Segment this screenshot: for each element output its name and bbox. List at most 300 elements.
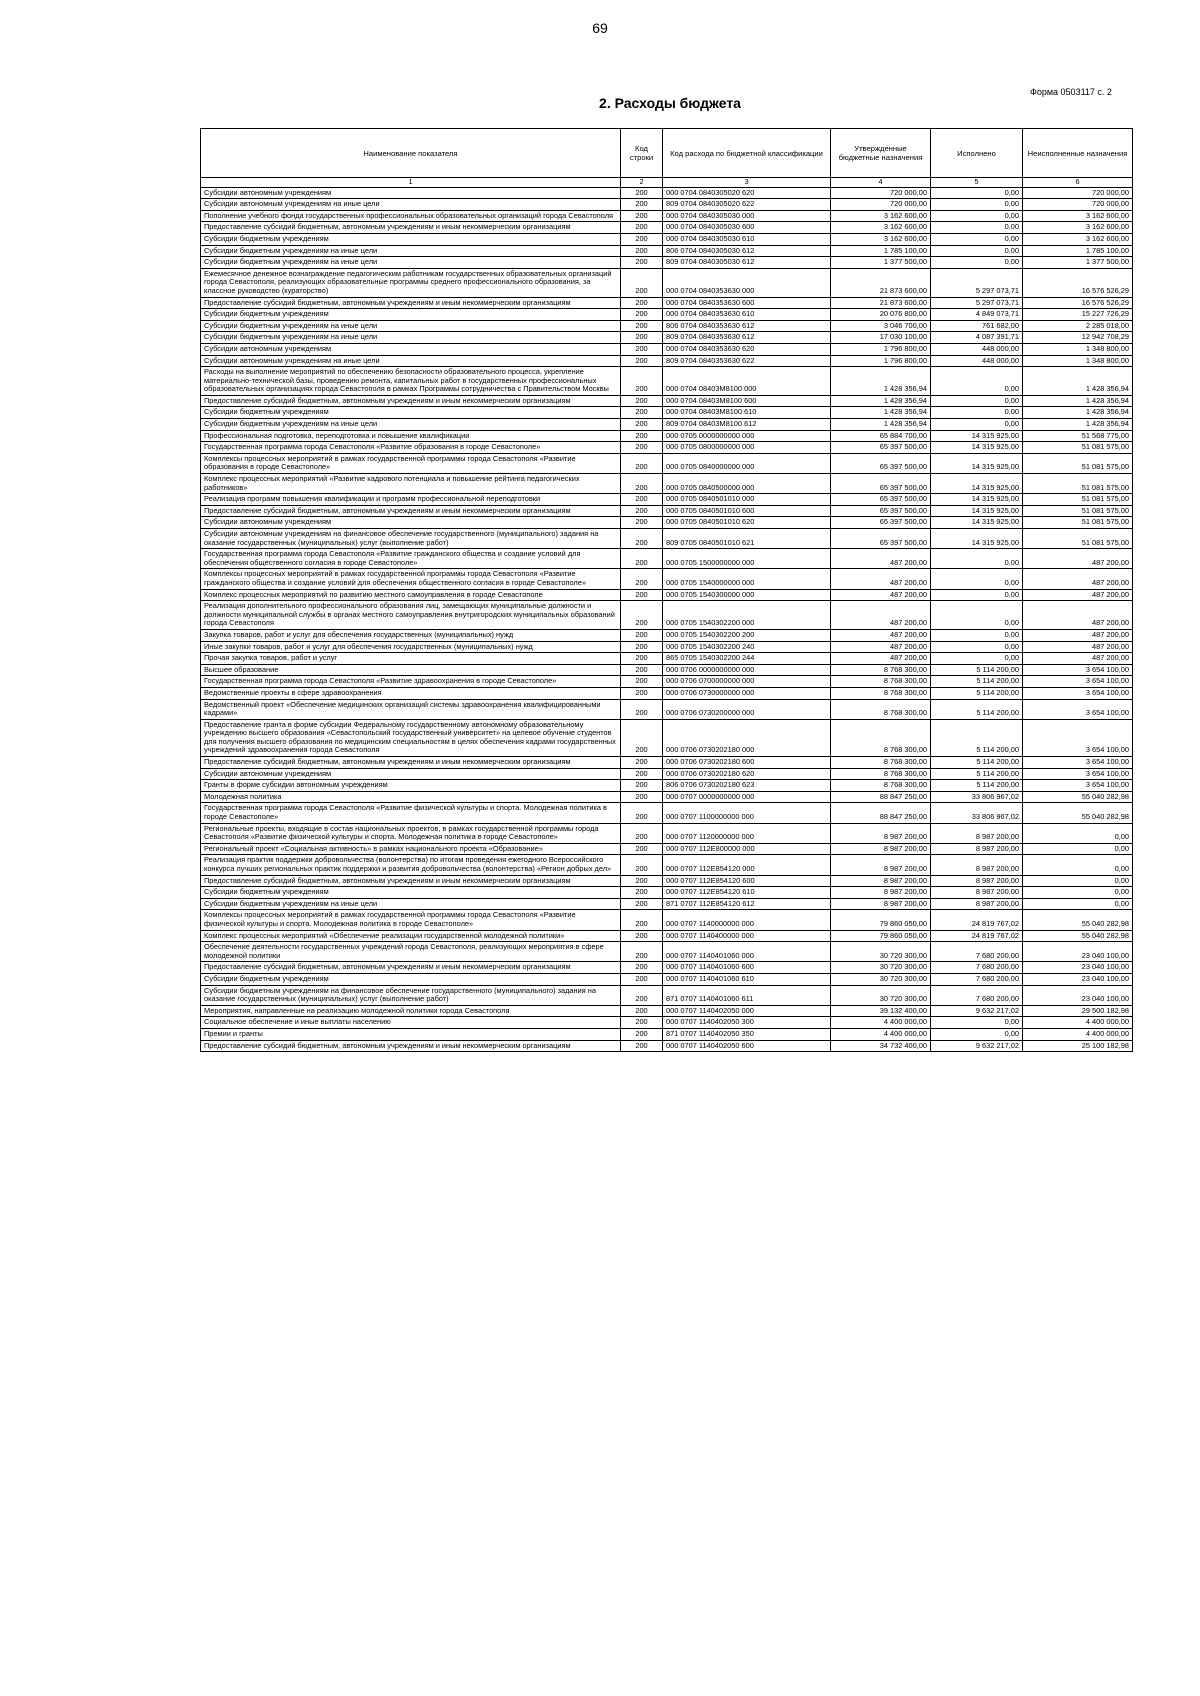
cell-row-code: 200 (621, 210, 663, 222)
cell-approved: 3 162 600,00 (831, 210, 931, 222)
cell-executed: 14 315 925,00 (931, 474, 1023, 494)
table-row (201, 768, 1133, 780)
cell-executed: 33 806 967,02 (931, 803, 1023, 823)
cell-expense-code: 000 0707 1140000000 000 (663, 910, 831, 930)
cell-indicator-name: Государственная программа города Севастополя «Развитие гражданского общества и создание условий для обеспечения общественного согласия в городе Севастополе» (201, 549, 621, 569)
cell-row-code: 200 (621, 930, 663, 942)
cell-expense-code: 000 0704 0840353630 610 (663, 309, 831, 321)
cell-expense-code: 000 0705 0840000000 000 (663, 453, 831, 473)
table-header-row (201, 129, 1133, 178)
cell-indicator-name: Субсидии автономным учреждениям (201, 187, 621, 199)
cell-indicator-name: Ежемесячное денежное вознаграждение педагогическим работникам государственных образовательных организаций города Севастополя, реализующих образовательные программы среднего профессионального образования, за классное руководство (кураторство) (201, 268, 621, 297)
cell-unexecuted: 4 400 000,00 (1023, 1017, 1133, 1029)
column-index: 3 (663, 178, 831, 188)
cell-row-code: 200 (621, 601, 663, 630)
cell-approved: 8 768 300,00 (831, 687, 931, 699)
cell-approved: 720 000,00 (831, 199, 931, 211)
cell-unexecuted: 1 377 500,00 (1023, 257, 1133, 269)
cell-approved: 3 046 700,00 (831, 320, 931, 332)
cell-expense-code: 000 0707 112E854120 000 (663, 855, 831, 875)
cell-executed: 8 987 200,00 (931, 823, 1023, 843)
cell-unexecuted: 1 785 100,00 (1023, 245, 1133, 257)
cell-indicator-name: Иные закупки товаров, работ и услуг для обеспечения государственных (муниципальных) нужд (201, 641, 621, 653)
cell-indicator-name: Комплексы процессных мероприятий в рамках государственной программы города Севастополя «Развитие образования в городе Севастополе» (201, 453, 621, 473)
table-row (201, 855, 1133, 875)
cell-row-code: 200 (621, 474, 663, 494)
cell-row-code: 200 (621, 1017, 663, 1029)
table-row (201, 343, 1133, 355)
cell-executed: 0,00 (931, 653, 1023, 665)
cell-executed: 8 987 200,00 (931, 898, 1023, 910)
cell-row-code: 200 (621, 653, 663, 665)
cell-row-code: 200 (621, 355, 663, 367)
cell-approved: 3 162 600,00 (831, 222, 931, 234)
cell-approved: 34 732 400,00 (831, 1040, 931, 1052)
cell-unexecuted: 0,00 (1023, 843, 1133, 855)
cell-executed: 5 297 073,71 (931, 268, 1023, 297)
cell-expense-code: 000 0704 0840353630 000 (663, 268, 831, 297)
cell-unexecuted: 0,00 (1023, 823, 1133, 843)
cell-unexecuted: 1 348 800,00 (1023, 343, 1133, 355)
cell-indicator-name: Субсидии бюджетным учреждениям на финансовое обеспечение государственного (муниципального) задания на оказание государственных (муниципальных) услуг (выполнение работ) (201, 985, 621, 1005)
table-row (201, 187, 1133, 199)
table-row (201, 395, 1133, 407)
cell-expense-code: 000 0706 0730202180 620 (663, 768, 831, 780)
table-row (201, 843, 1133, 855)
cell-approved: 487 200,00 (831, 549, 931, 569)
cell-indicator-name: Субсидии автономным учреждениям на иные цели (201, 199, 621, 211)
cell-approved: 8 768 300,00 (831, 664, 931, 676)
cell-approved: 8 768 300,00 (831, 719, 931, 756)
cell-executed: 14 315 925,00 (931, 529, 1023, 549)
cell-row-code: 200 (621, 222, 663, 234)
cell-unexecuted: 23 040 100,00 (1023, 942, 1133, 962)
cell-executed: 8 987 200,00 (931, 855, 1023, 875)
cell-expense-code: 000 0707 1140402050 300 (663, 1017, 831, 1029)
cell-indicator-name: Субсидии бюджетным учреждениям (201, 407, 621, 419)
cell-indicator-name: Пополнение учебного фонда государственных профессиональных образовательных организаций города Севастополя (201, 210, 621, 222)
cell-approved: 65 397 500,00 (831, 529, 931, 549)
table-row (201, 222, 1133, 234)
cell-unexecuted: 29 500 182,98 (1023, 1005, 1133, 1017)
header-executed: Исполнено (931, 129, 1023, 178)
table-row (201, 453, 1133, 473)
cell-approved: 8 768 300,00 (831, 780, 931, 792)
cell-expense-code: 000 0704 0840353630 600 (663, 297, 831, 309)
column-index: 6 (1023, 178, 1133, 188)
cell-executed: 5 114 200,00 (931, 719, 1023, 756)
cell-approved: 30 720 300,00 (831, 942, 931, 962)
cell-unexecuted: 2 285 018,00 (1023, 320, 1133, 332)
cell-expense-code: 000 0707 112E854120 610 (663, 887, 831, 899)
cell-executed: 14 315 925,00 (931, 430, 1023, 442)
cell-executed: 0,00 (931, 589, 1023, 601)
cell-executed: 24 819 767,02 (931, 930, 1023, 942)
cell-approved: 487 200,00 (831, 641, 931, 653)
cell-indicator-name: Премии и гранты (201, 1028, 621, 1040)
cell-row-code: 200 (621, 430, 663, 442)
cell-row-code: 200 (621, 569, 663, 589)
cell-executed: 0,00 (931, 407, 1023, 419)
cell-unexecuted: 3 162 600,00 (1023, 210, 1133, 222)
table-row (201, 569, 1133, 589)
table-row (201, 332, 1133, 344)
cell-indicator-name: Государственная программа города Севастополя «Развитие здравоохранения в городе Севастополе» (201, 676, 621, 688)
cell-row-code: 200 (621, 589, 663, 601)
table-row (201, 1040, 1133, 1052)
table-row (201, 653, 1133, 665)
cell-unexecuted: 23 040 100,00 (1023, 973, 1133, 985)
cell-row-code: 200 (621, 843, 663, 855)
cell-executed: 5 297 073,71 (931, 297, 1023, 309)
cell-row-code: 200 (621, 407, 663, 419)
column-index-row (201, 178, 1133, 188)
table-row (201, 719, 1133, 756)
cell-expense-code: 000 0704 08403М8100 610 (663, 407, 831, 419)
cell-expense-code: 809 0704 0840353630 622 (663, 355, 831, 367)
cell-executed: 0,00 (931, 629, 1023, 641)
cell-executed: 0,00 (931, 549, 1023, 569)
cell-executed: 14 315 925,00 (931, 494, 1023, 506)
column-index: 4 (831, 178, 931, 188)
table-row (201, 962, 1133, 974)
cell-unexecuted: 3 654 100,00 (1023, 768, 1133, 780)
table-row (201, 210, 1133, 222)
cell-row-code: 200 (621, 962, 663, 974)
cell-expense-code: 000 0704 0840305030 600 (663, 222, 831, 234)
cell-row-code: 200 (621, 887, 663, 899)
cell-unexecuted: 1 428 356,94 (1023, 367, 1133, 396)
cell-expense-code: 000 0704 0840353630 620 (663, 343, 831, 355)
table-row (201, 601, 1133, 630)
cell-unexecuted: 15 227 726,29 (1023, 309, 1133, 321)
cell-approved: 79 860 050,00 (831, 930, 931, 942)
cell-indicator-name: Обеспечение деятельности государственных учреждений города Севастополя, реализующих мероприятия в сфере молодежной политики (201, 942, 621, 962)
cell-row-code: 200 (621, 910, 663, 930)
column-index: 2 (621, 178, 663, 188)
cell-unexecuted: 51 081 575,00 (1023, 529, 1133, 549)
cell-unexecuted: 51 081 575,00 (1023, 517, 1133, 529)
cell-approved: 65 397 500,00 (831, 442, 931, 454)
table-row (201, 430, 1133, 442)
table-row (201, 297, 1133, 309)
cell-approved: 65 397 500,00 (831, 505, 931, 517)
cell-executed: 0,00 (931, 1017, 1023, 1029)
cell-expense-code: 000 0705 1540302200 240 (663, 641, 831, 653)
cell-row-code: 200 (621, 517, 663, 529)
cell-row-code: 200 (621, 257, 663, 269)
cell-executed: 0,00 (931, 210, 1023, 222)
cell-executed: 0,00 (931, 367, 1023, 396)
table-row (201, 930, 1133, 942)
cell-unexecuted: 1 428 356,94 (1023, 407, 1133, 419)
cell-unexecuted: 3 654 100,00 (1023, 757, 1133, 769)
cell-unexecuted: 51 568 775,00 (1023, 430, 1133, 442)
cell-indicator-name: Предоставление субсидий бюджетным, автономным учреждениям и иным некоммерческим организациям (201, 505, 621, 517)
cell-executed: 5 114 200,00 (931, 687, 1023, 699)
cell-executed: 24 819 767,02 (931, 910, 1023, 930)
cell-unexecuted: 1 428 356,94 (1023, 395, 1133, 407)
cell-expense-code: 809 0704 08403М8100 612 (663, 419, 831, 431)
cell-expense-code: 000 0706 0730200000 000 (663, 699, 831, 719)
header-row-code: Код строки (621, 129, 663, 178)
cell-indicator-name: Региональный проект «Социальная активность» в рамках национального проекта «Образование» (201, 843, 621, 855)
cell-executed: 5 114 200,00 (931, 768, 1023, 780)
cell-executed: 0,00 (931, 199, 1023, 211)
cell-executed: 8 987 200,00 (931, 887, 1023, 899)
cell-indicator-name: Субсидии бюджетным учреждениям (201, 887, 621, 899)
cell-approved: 1 796 800,00 (831, 355, 931, 367)
cell-expense-code: 000 0704 0840305030 610 (663, 233, 831, 245)
cell-approved: 30 720 300,00 (831, 973, 931, 985)
cell-unexecuted: 55 040 282,98 (1023, 930, 1133, 942)
cell-expense-code: 000 0705 0800000000 000 (663, 442, 831, 454)
cell-approved: 1 428 356,94 (831, 395, 931, 407)
cell-unexecuted: 0,00 (1023, 855, 1133, 875)
cell-row-code: 200 (621, 332, 663, 344)
cell-row-code: 200 (621, 823, 663, 843)
cell-expense-code: 809 0704 0840353630 612 (663, 332, 831, 344)
table-row (201, 898, 1133, 910)
cell-executed: 0,00 (931, 569, 1023, 589)
cell-row-code: 200 (621, 187, 663, 199)
cell-executed: 7 680 200,00 (931, 962, 1023, 974)
table-row (201, 407, 1133, 419)
cell-expense-code: 000 0707 1140401060 600 (663, 962, 831, 974)
table-body (201, 187, 1133, 1052)
cell-approved: 79 860 050,00 (831, 910, 931, 930)
cell-expense-code: 000 0705 1540302200 000 (663, 601, 831, 630)
table-row (201, 494, 1133, 506)
cell-approved: 65 397 500,00 (831, 474, 931, 494)
cell-indicator-name: Предоставление субсидий бюджетным, автономным учреждениям и иным некоммерческим организациям (201, 395, 621, 407)
cell-row-code: 200 (621, 199, 663, 211)
cell-indicator-name: Предоставление гранта в форме субсидии Федеральному государственному автономному образовательному учреждению высшего образования «Севастопольский государственный университет» на целевое обучение студентов для получения высшего образования по медицинским специальностям в целях обеспечения кадрами государственных учреждений здравоохранения города Севастополя (201, 719, 621, 756)
cell-unexecuted: 3 162 600,00 (1023, 233, 1133, 245)
cell-unexecuted: 1 348 800,00 (1023, 355, 1133, 367)
cell-unexecuted: 487 200,00 (1023, 569, 1133, 589)
cell-expense-code: 809 0705 0840501010 621 (663, 529, 831, 549)
cell-unexecuted: 487 200,00 (1023, 629, 1133, 641)
cell-indicator-name: Предоставление субсидий бюджетным, автономным учреждениям и иным некоммерческим организациям (201, 757, 621, 769)
cell-approved: 88 847 250,00 (831, 803, 931, 823)
cell-unexecuted: 16 576 526,29 (1023, 268, 1133, 297)
table-row (201, 780, 1133, 792)
table-row (201, 942, 1133, 962)
cell-indicator-name: Субсидии автономным учреждениям на иные цели (201, 355, 621, 367)
cell-approved: 8 987 200,00 (831, 855, 931, 875)
cell-expense-code: 000 0706 0700000000 000 (663, 676, 831, 688)
cell-executed: 5 114 200,00 (931, 676, 1023, 688)
cell-row-code: 200 (621, 505, 663, 517)
cell-indicator-name: Субсидии бюджетным учреждениям на иные цели (201, 419, 621, 431)
cell-unexecuted: 55 040 282,98 (1023, 791, 1133, 803)
column-index: 5 (931, 178, 1023, 188)
table-row (201, 529, 1133, 549)
cell-indicator-name: Ведомственные проекты в сфере здравоохранения (201, 687, 621, 699)
form-code: Форма 0503117 с. 2 (1030, 87, 1112, 97)
cell-indicator-name: Субсидии бюджетным учреждениям на иные цели (201, 257, 621, 269)
cell-unexecuted: 51 081 575,00 (1023, 442, 1133, 454)
cell-executed: 0,00 (931, 641, 1023, 653)
cell-indicator-name: Субсидии бюджетным учреждениям на иные цели (201, 898, 621, 910)
cell-row-code: 200 (621, 687, 663, 699)
table-row (201, 517, 1133, 529)
cell-row-code: 200 (621, 268, 663, 297)
cell-executed: 0,00 (931, 245, 1023, 257)
cell-unexecuted: 16 576 526,29 (1023, 297, 1133, 309)
cell-unexecuted: 3 654 100,00 (1023, 664, 1133, 676)
cell-row-code: 200 (621, 419, 663, 431)
cell-expense-code: 000 0705 1540300000 000 (663, 589, 831, 601)
cell-indicator-name: Ведомственный проект «Обеспечение медицинских организаций системы здравоохранения квалифицированными кадрами» (201, 699, 621, 719)
cell-row-code: 200 (621, 664, 663, 676)
cell-executed: 7 680 200,00 (931, 942, 1023, 962)
cell-indicator-name: Предоставление субсидий бюджетным, автономным учреждениям и иным некоммерческим организациям (201, 1040, 621, 1052)
cell-executed: 7 680 200,00 (931, 985, 1023, 1005)
table-row (201, 699, 1133, 719)
table-row (201, 589, 1133, 601)
cell-expense-code: 000 0704 0840305030 000 (663, 210, 831, 222)
cell-indicator-name: Региональные проекты, входящие в состав национальных проектов, в рамках государственной программы города Севастополя «Развитие физической культуры и спорта. Молодежная политика в городе Севастополе» (201, 823, 621, 843)
cell-approved: 20 076 800,00 (831, 309, 931, 321)
cell-expense-code: 000 0705 0840501010 600 (663, 505, 831, 517)
cell-expense-code: 000 0707 1140400000 000 (663, 930, 831, 942)
cell-expense-code: 871 0707 1140402050 350 (663, 1028, 831, 1040)
cell-executed: 0,00 (931, 419, 1023, 431)
cell-unexecuted: 487 200,00 (1023, 549, 1133, 569)
cell-unexecuted: 51 081 575,00 (1023, 453, 1133, 473)
table-row (201, 233, 1133, 245)
cell-approved: 8 987 200,00 (831, 875, 931, 887)
cell-row-code: 200 (621, 233, 663, 245)
cell-executed: 8 987 200,00 (931, 843, 1023, 855)
cell-indicator-name: Расходы на выполнение мероприятий по обеспечению безопасности образовательного процесса, укрепление материально-технической базы, проведению ремонта, капитальных работ в государственных профессиональных образовательных организациях города Севастополя в рамках Программы сотрудничества с Правительством Москвы (201, 367, 621, 396)
table-row (201, 199, 1133, 211)
header-expense-code: Код расхода по бюджетной классификации (663, 129, 831, 178)
cell-executed: 5 114 200,00 (931, 780, 1023, 792)
cell-unexecuted: 25 100 182,98 (1023, 1040, 1133, 1052)
cell-executed: 0,00 (931, 601, 1023, 630)
cell-indicator-name: Комплексы процессных мероприятий в рамках государственной программы города Севастополя «Развитие гражданского общества и создание условий для обеспечения общественного согласия в городе Севастополе» (201, 569, 621, 589)
table-row (201, 355, 1133, 367)
cell-expense-code: 000 0706 0000000000 000 (663, 664, 831, 676)
cell-unexecuted: 0,00 (1023, 875, 1133, 887)
header-unexecuted: Неисполненные назначения (1023, 129, 1133, 178)
cell-expense-code: 000 0704 08403М8100 000 (663, 367, 831, 396)
cell-indicator-name: Государственная программа города Севастополя «Развитие физической культуры и спорта. Молодежная политика в городе Севастополе» (201, 803, 621, 823)
cell-unexecuted: 55 040 282,98 (1023, 910, 1133, 930)
cell-row-code: 200 (621, 494, 663, 506)
cell-row-code: 200 (621, 549, 663, 569)
budget-expenses-table (200, 128, 1133, 1052)
table-row (201, 442, 1133, 454)
table-row (201, 245, 1133, 257)
cell-approved: 8 987 200,00 (831, 823, 931, 843)
cell-approved: 1 377 500,00 (831, 257, 931, 269)
cell-expense-code: 000 0706 0730202180 000 (663, 719, 831, 756)
table-row (201, 985, 1133, 1005)
cell-indicator-name: Предоставление субсидий бюджетным, автономным учреждениям и иным некоммерческим организациям (201, 222, 621, 234)
cell-row-code: 200 (621, 985, 663, 1005)
cell-executed: 0,00 (931, 1028, 1023, 1040)
cell-unexecuted: 0,00 (1023, 898, 1133, 910)
table-row (201, 676, 1133, 688)
cell-expense-code: 000 0705 1540000000 000 (663, 569, 831, 589)
cell-unexecuted: 23 040 100,00 (1023, 985, 1133, 1005)
cell-expense-code: 000 0704 08403М8100 600 (663, 395, 831, 407)
cell-approved: 4 400 000,00 (831, 1017, 931, 1029)
cell-indicator-name: Комплекс процессных мероприятий «Обеспечение реализации государственной молодежной политики» (201, 930, 621, 942)
cell-approved: 720 000,00 (831, 187, 931, 199)
cell-unexecuted: 23 040 100,00 (1023, 962, 1133, 974)
cell-indicator-name: Высшее образование (201, 664, 621, 676)
cell-indicator-name: Закупка товаров, работ и услуг для обеспечения государственных (муниципальных) нужд (201, 629, 621, 641)
cell-approved: 1 428 356,94 (831, 367, 931, 396)
cell-row-code: 200 (621, 529, 663, 549)
cell-indicator-name: Комплекс процессных мероприятий по развитию местного самоуправления в городе Севастополе (201, 589, 621, 601)
cell-approved: 487 200,00 (831, 653, 931, 665)
cell-approved: 3 162 600,00 (831, 233, 931, 245)
cell-indicator-name: Мероприятия, направленные на реализацию молодежной политики города Севастополя (201, 1005, 621, 1017)
cell-approved: 8 768 300,00 (831, 757, 931, 769)
table-row (201, 875, 1133, 887)
cell-indicator-name: Реализация практик поддержки добровольчества (волонтерства) по итогам проведения ежегодного Всероссийского конкурса лучших региональных практик поддержки и развития добровольчества (волонтерства) «Регион добрых дел» (201, 855, 621, 875)
cell-expense-code: 000 0706 0730202180 600 (663, 757, 831, 769)
cell-unexecuted: 3 654 100,00 (1023, 676, 1133, 688)
cell-unexecuted: 3 654 100,00 (1023, 719, 1133, 756)
cell-indicator-name: Предоставление субсидий бюджетным, автономным учреждениям и иным некоммерческим организациям (201, 962, 621, 974)
cell-indicator-name: Прочая закупка товаров, работ и услуг (201, 653, 621, 665)
cell-indicator-name: Профессиональная подготовка, переподготовка и повышение квалификации (201, 430, 621, 442)
table-row (201, 1017, 1133, 1029)
table-row (201, 641, 1133, 653)
cell-row-code: 200 (621, 803, 663, 823)
cell-approved: 65 884 700,00 (831, 430, 931, 442)
cell-approved: 8 987 200,00 (831, 898, 931, 910)
table-row (201, 474, 1133, 494)
cell-expense-code: 000 0707 1140402050 000 (663, 1005, 831, 1017)
cell-approved: 8 768 300,00 (831, 768, 931, 780)
cell-approved: 30 720 300,00 (831, 962, 931, 974)
table-row (201, 419, 1133, 431)
cell-approved: 487 200,00 (831, 569, 931, 589)
cell-executed: 0,00 (931, 222, 1023, 234)
cell-approved: 8 987 200,00 (831, 843, 931, 855)
table-row (201, 664, 1133, 676)
cell-expense-code: 871 0707 1140401060 611 (663, 985, 831, 1005)
cell-unexecuted: 55 040 282,98 (1023, 803, 1133, 823)
page-title: 2. Расходы бюджета (599, 95, 741, 111)
cell-executed: 14 315 925,00 (931, 442, 1023, 454)
cell-approved: 1 785 100,00 (831, 245, 931, 257)
cell-unexecuted: 51 081 575,00 (1023, 505, 1133, 517)
cell-indicator-name: Предоставление субсидий бюджетным, автономным учреждениям и иным некоммерческим организациям (201, 297, 621, 309)
cell-expense-code: 000 0705 0840501010 620 (663, 517, 831, 529)
cell-executed: 14 315 925,00 (931, 505, 1023, 517)
table-row (201, 1028, 1133, 1040)
cell-executed: 9 632 217,02 (931, 1040, 1023, 1052)
cell-approved: 65 397 500,00 (831, 453, 931, 473)
cell-executed: 5 114 200,00 (931, 664, 1023, 676)
cell-approved: 21 873 600,00 (831, 268, 931, 297)
cell-row-code: 200 (621, 245, 663, 257)
cell-approved: 4 400 000,00 (831, 1028, 931, 1040)
cell-executed: 0,00 (931, 233, 1023, 245)
cell-indicator-name: Субсидии бюджетным учреждениям (201, 309, 621, 321)
table-row (201, 257, 1133, 269)
cell-unexecuted: 3 654 100,00 (1023, 699, 1133, 719)
